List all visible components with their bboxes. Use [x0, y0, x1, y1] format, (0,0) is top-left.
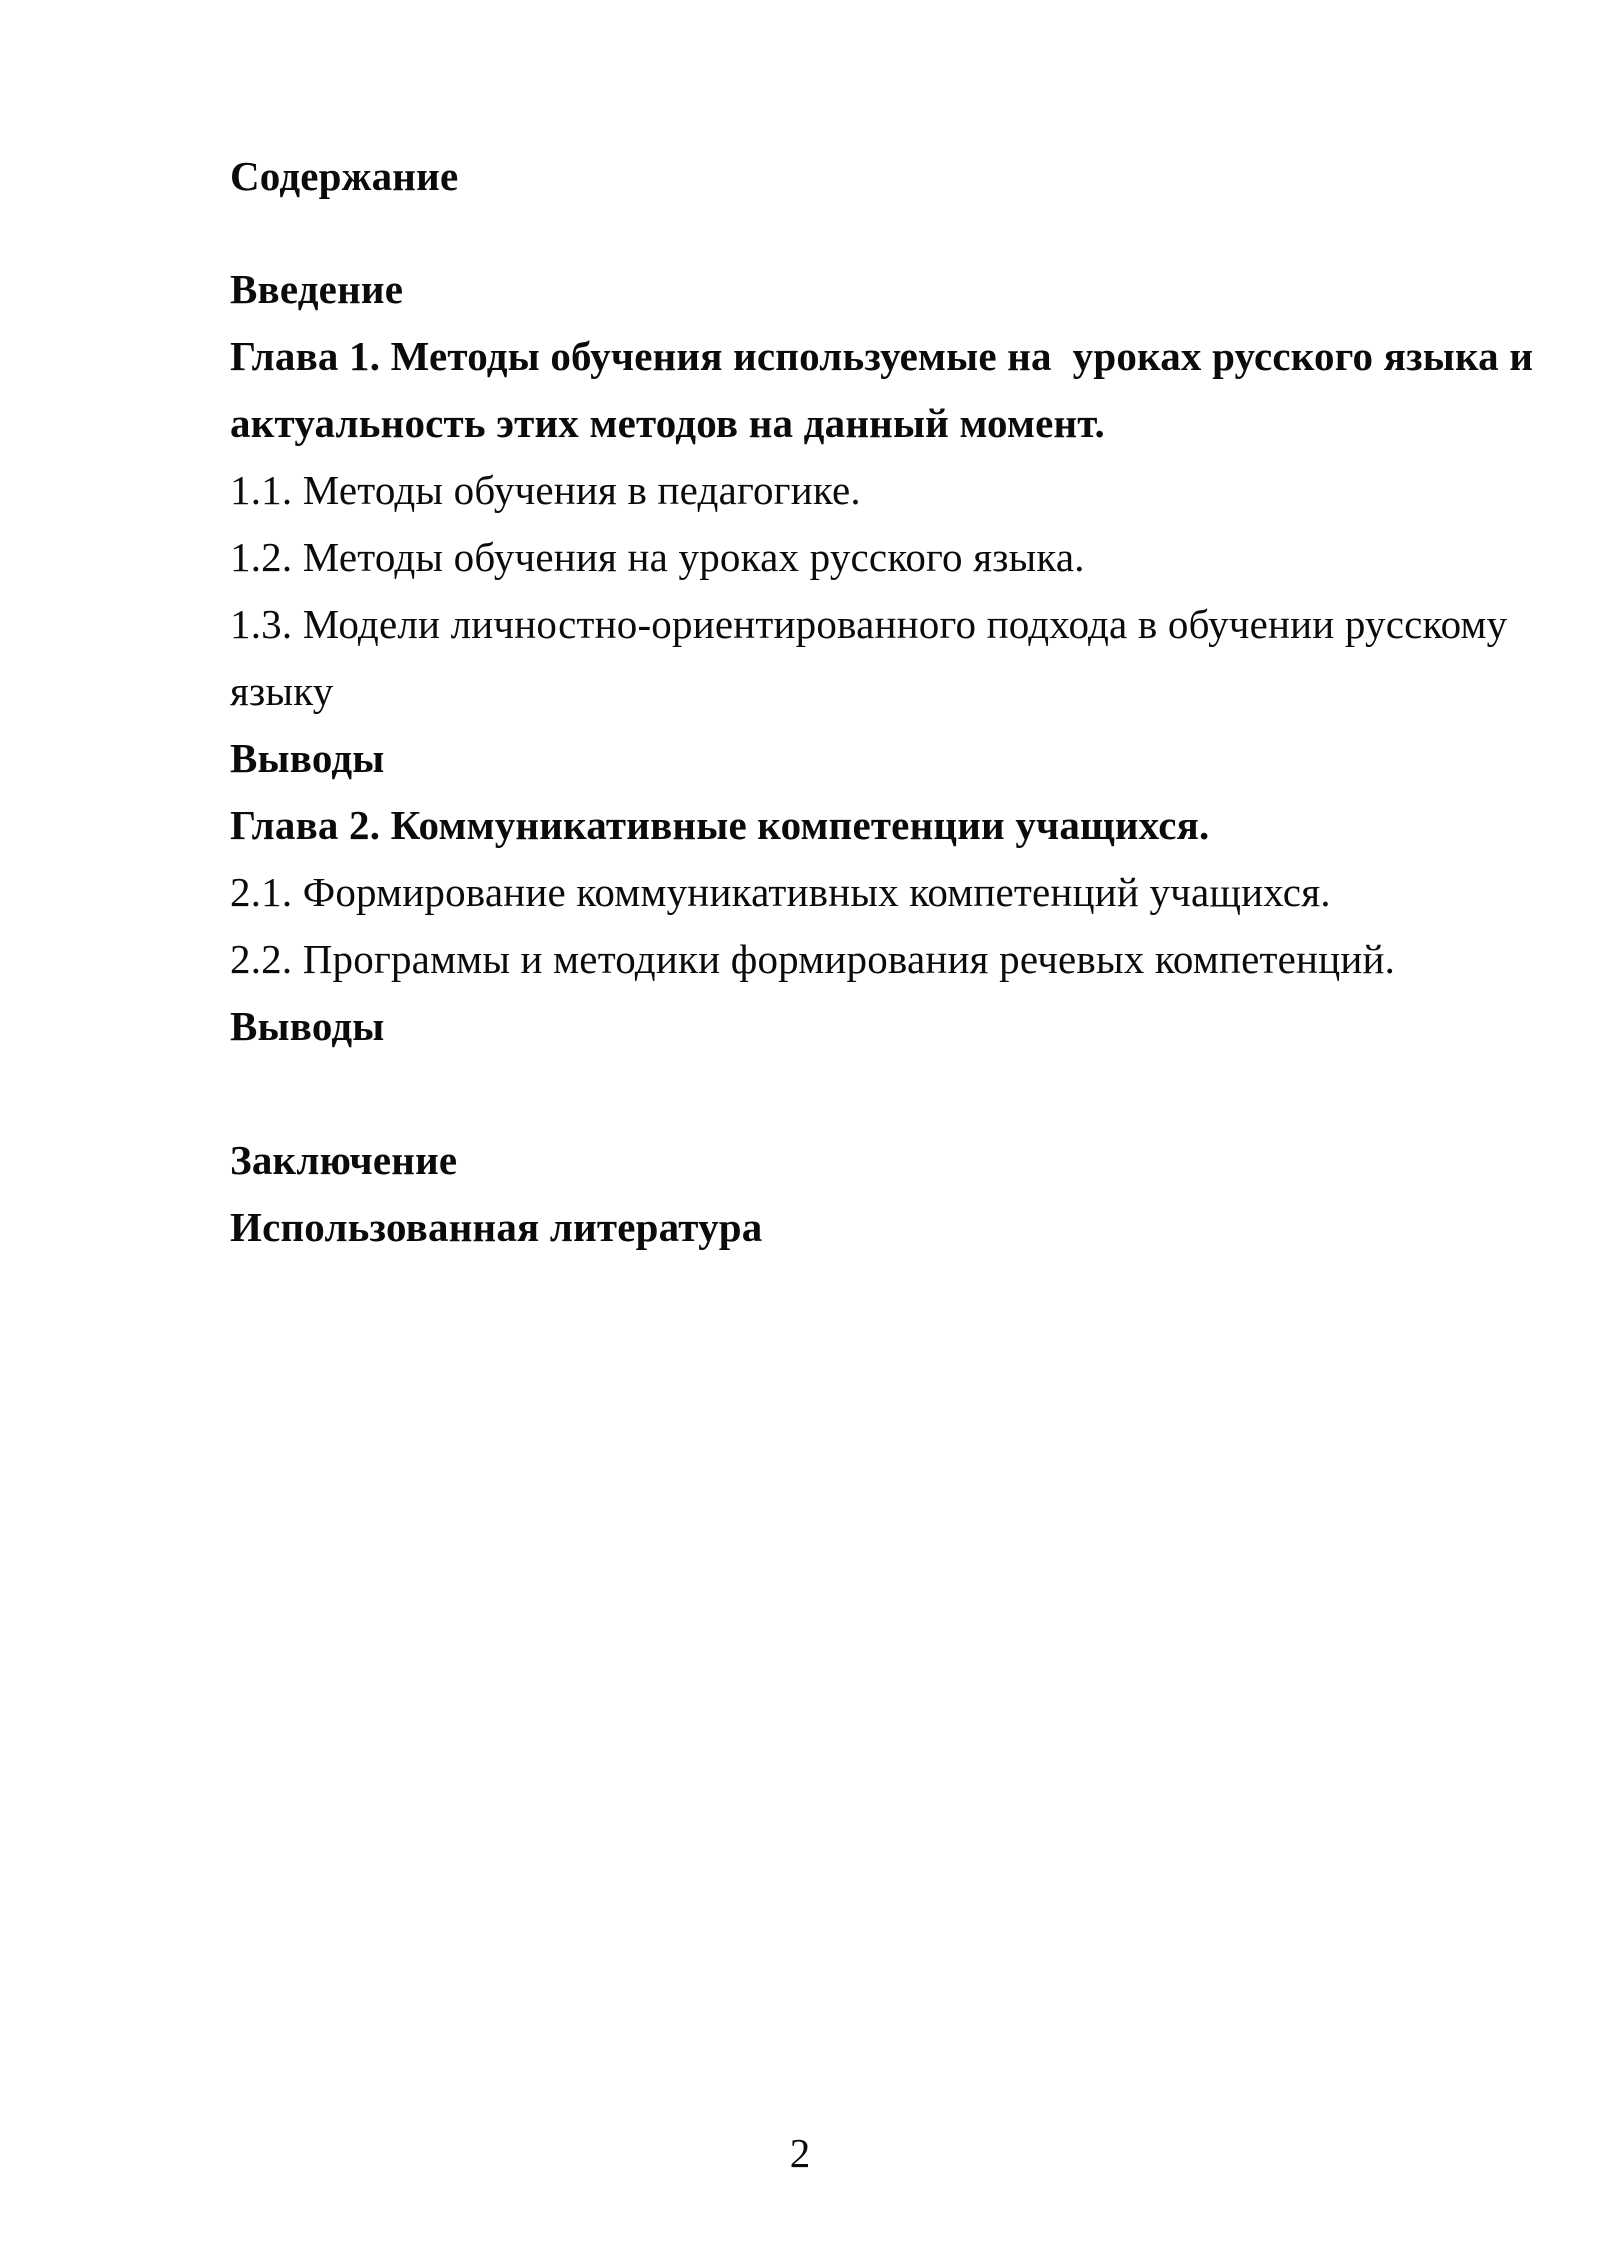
table-of-contents [230, 143, 1534, 1261]
toc-entry-section-1-2: 1.2. Методы обучения на уроках русского языка. [230, 534, 1085, 580]
toc-title: Содержание [230, 153, 459, 199]
toc-entry-section-1-3-line2: языку [230, 668, 334, 714]
toc-entry-section-2-1: 2.1. Формирование коммуникативных компетенций учащихся. [230, 869, 1331, 915]
toc-entry-section-2-2: 2.2. Программы и методики формирования речевых компетенций. [230, 936, 1396, 982]
page-number: 2 [789, 2130, 811, 2176]
toc-entry-references: Использованная литература [230, 1204, 763, 1250]
toc-entry-chapter1-line2: актуальность этих методов на данный момент. [230, 400, 1106, 446]
toc-entry-section-1-3-line1: 1.3. Модели личностно-ориентированного подхода в обучении русскому [230, 601, 1508, 647]
toc-entry-chapter2: Глава 2. Коммуникативные компетенции учащихся. [230, 802, 1210, 848]
toc-entry-introduction: Введение [230, 266, 404, 312]
toc-entry-conclusions-chapter2: Выводы [230, 1003, 385, 1049]
toc-entry-conclusion: Заключение [230, 1137, 458, 1183]
blank-line [230, 1060, 1450, 1127]
toc-entry-conclusions-chapter1: Выводы [230, 735, 385, 781]
toc-entry-section-1-1: 1.1. Методы обучения в педагогике. [230, 467, 861, 513]
toc-entry-chapter1-line1: Глава 1. Методы обучения используемые на уроках русского языка и [230, 333, 1534, 379]
